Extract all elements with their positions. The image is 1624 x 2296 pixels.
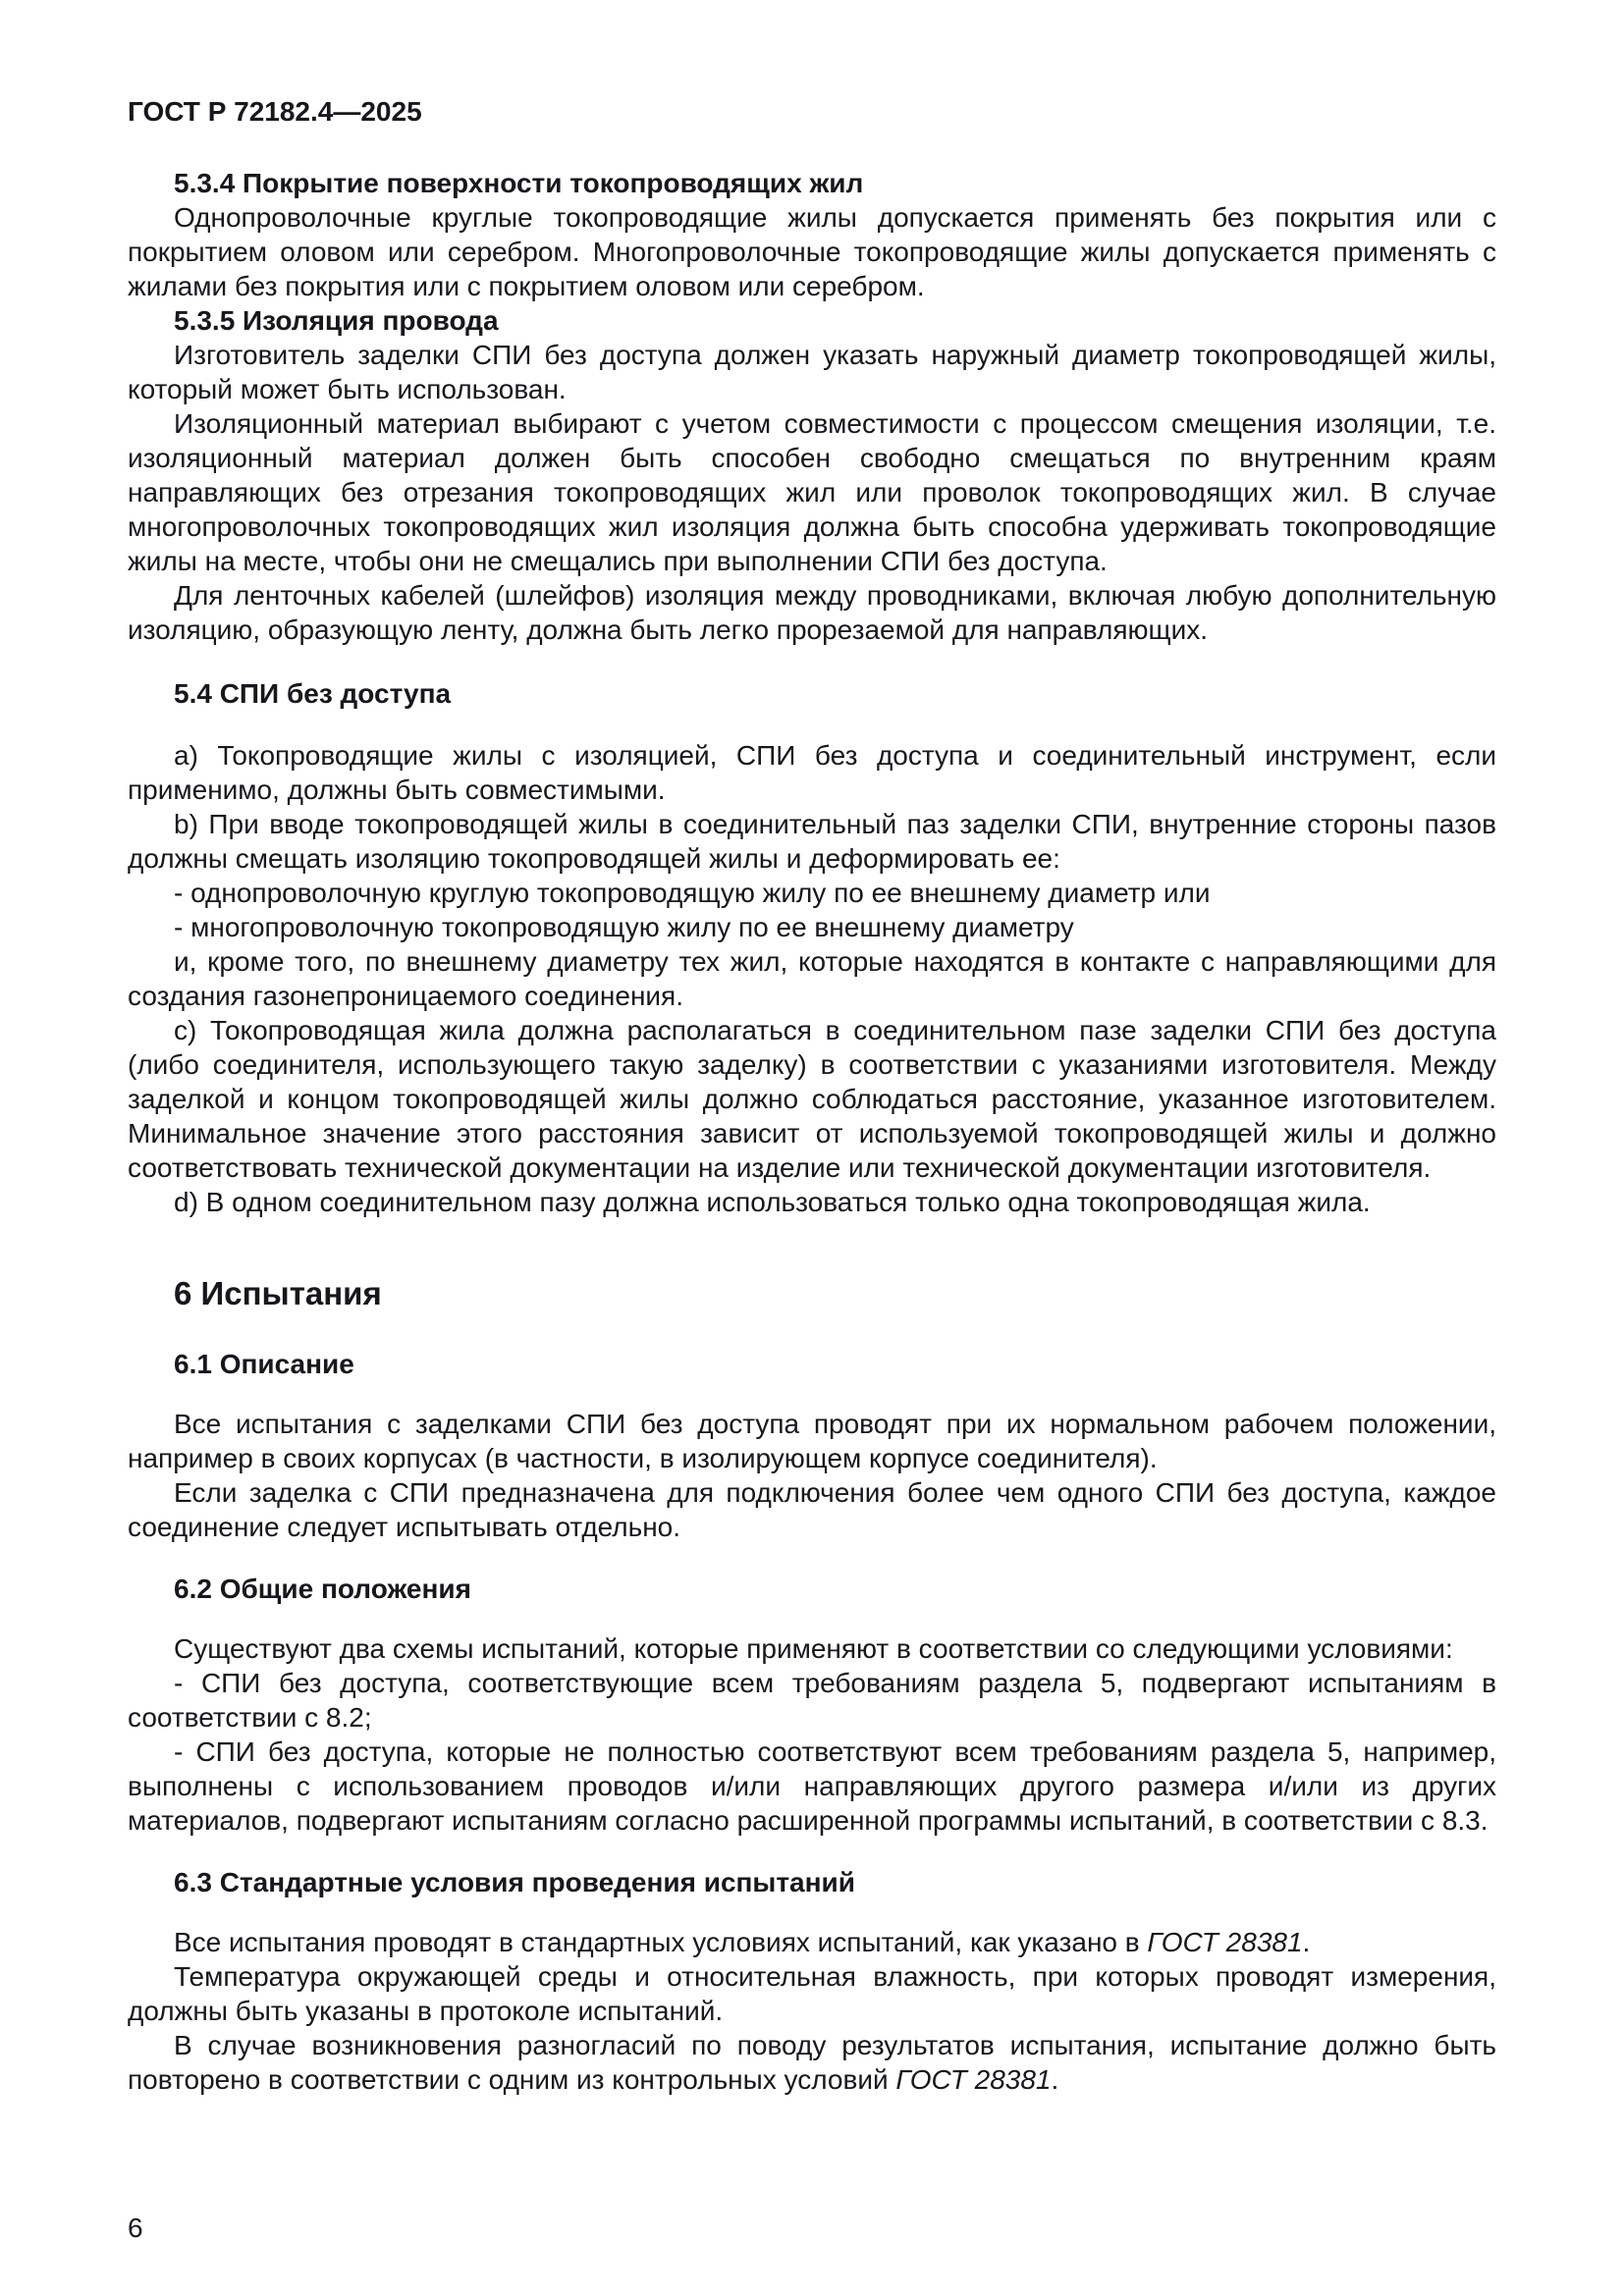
chapter-heading-6: 6 Испытания	[174, 1275, 382, 1311]
section-heading-6-3: 6.3 Стандартные условия проведения испытаний	[174, 1867, 855, 1897]
page-number: 6	[128, 2213, 143, 2243]
list-item: - однопроволочную круглую токопроводящую жилу по ее внешнему диаметр или	[174, 878, 1211, 908]
paragraph: Однопроволочные круглые токопроводящие жилы допускается применять без покрытия или с покрытием оловом или серебром. Многопроволочные токопроводящие жилы допускается применять с жилами без покрытия или с покрытием оловом или серебром.	[128, 202, 1496, 301]
paragraph: Температура окружающей среды и относительная влажность, при которых проводят измерения, должны быть указаны в протоколе испытаний.	[128, 1961, 1496, 2026]
section-heading-6-2: 6.2 Общие положения	[174, 1574, 471, 1604]
section-heading-6-1: 6.1 Описание	[174, 1349, 354, 1379]
paragraph: Все испытания с заделками СПИ без доступа проводят при их нормальном рабочем положении, например в своих корпусах (в частности, в изолирующем корпусе соединителя).	[128, 1409, 1496, 1473]
list-item: - СПИ без доступа, соответствующие всем требованиям раздела 5, подвергают испытаниям в соответствии с 8.2;	[128, 1668, 1496, 1733]
document-code: ГОСТ Р 72182.4—2025	[128, 96, 422, 127]
section-heading-5-4: 5.4 СПИ без доступа	[174, 678, 452, 709]
paragraph-text: .	[1302, 1927, 1311, 1957]
paragraph: и, кроме того, по внешнему диаметру тех жил, которые находятся в контакте с направляющими для создания газонепроницаемого соединения.	[128, 946, 1496, 1011]
paragraph	[128, 1925, 1496, 1959]
list-item: - СПИ без доступа, которые не полностью соответствуют всем требованиям раздела 5, например, выполнены с использованием проводов и/или направляющих другого размера и/или из других материалов, подвергают испытаниям согласно расширенной программы испытаний, в соответствии с 8.3.	[128, 1736, 1496, 1836]
paragraph: Если заделка с СПИ предназначена для подключения более чем одного СПИ без доступа, каждое соединение следует испытывать отдельно.	[128, 1477, 1496, 1542]
paragraph-item-c: c) Токопроводящая жила должна располагаться в соединительном пазе заделки СПИ без доступа (либо соединителя, использующего такую заделку) в соответствии с указаниями изготовителя. Между заделкой и концом токопроводящей жилы должно соблюдаться расстояние, указанное изготовителем. Минимальное значение этого расстояния зависит от используемой токопроводящей жилы и должно соответствовать технической документации на изделие или технической документации изготовителя.	[128, 1015, 1496, 1183]
paragraph: Существуют два схемы испытаний, которые применяют в соответствии со следующими условиями:	[174, 1633, 1453, 1664]
paragraph: Для ленточных кабелей (шлейфов) изоляция между проводниками, включая любую дополнительную изоляцию, образующую ленту, должна быть легко прорезаемой для направляющих.	[128, 580, 1496, 645]
paragraph-text: Все испытания проводят в стандартных условиях испытаний, как указано в	[174, 1927, 1148, 1957]
list-item: - многопроволочную токопроводящую жилу по ее внешнему диаметру	[174, 912, 1074, 942]
paragraph-text: В случае возникновения разногласий по поводу результатов испытания, испытание должно быть повторено в соответствии с одним из контрольных условий	[128, 2030, 1496, 2095]
standard-reference: ГОСТ 28381	[895, 2064, 1052, 2095]
standard-reference: ГОСТ 28381	[1147, 1927, 1303, 1957]
section-heading-5-3-4: 5.3.4 Покрытие поверхности токопроводящих жил	[174, 168, 864, 198]
paragraph-text: .	[1051, 2064, 1059, 2095]
paragraph: Изготовитель заделки СПИ без доступа должен указать наружный диаметр токопроводящей жилы, который может быть использован.	[128, 340, 1496, 404]
paragraph	[128, 2028, 1496, 2097]
section-heading-5-3-5: 5.3.5 Изоляция провода	[174, 305, 499, 336]
paragraph-item-b: b) При вводе токопроводящей жилы в соединительный паз заделки СПИ, внутренние стороны пазов должны смещать изоляцию токопроводящей жилы и деформировать ее:	[128, 809, 1496, 874]
paragraph-item-d: d) В одном соединительном пазу должна использоваться только одна токопроводящая жила.	[174, 1187, 1371, 1217]
paragraph-item-a: a) Токопроводящие жилы с изоляцией, СПИ без доступа и соединительный инструмент, если применимо, должны быть совместимыми.	[128, 740, 1496, 805]
paragraph: Изоляционный материал выбирают с учетом совместимости с процессом смещения изоляции, т.е. изоляционный материал должен быть способен свободно смещаться по внутренним краям направляющих без отрезания токопроводящих жил или проволок токопроводящих жил. В случае многопроволочных токопроводящих жил изоляция должна быть способна удерживать токопроводящие жилы на месте, чтобы они не смещались при выполнении СПИ без доступа.	[128, 408, 1496, 576]
